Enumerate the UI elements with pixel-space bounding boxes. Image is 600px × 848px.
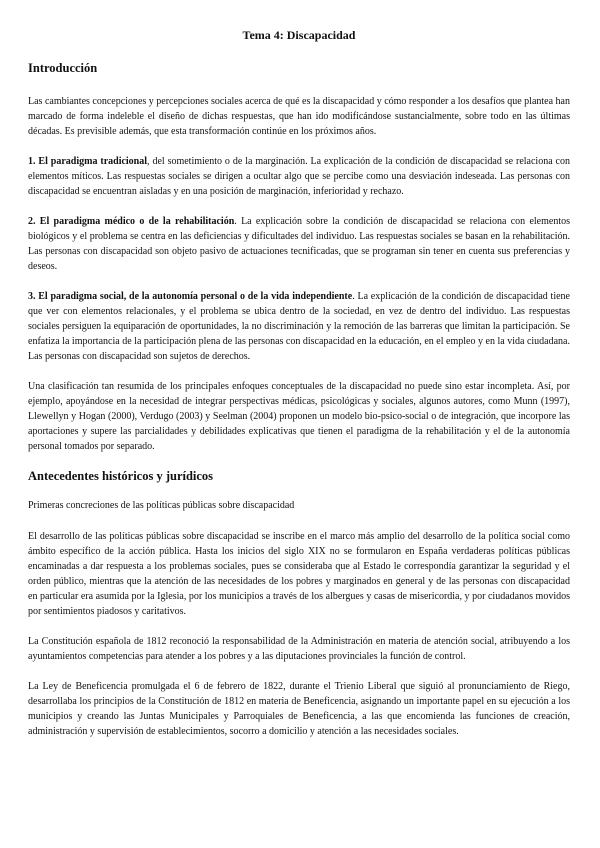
paradigm-social-paragraph xyxy=(28,289,570,364)
constitucion-1812-paragraph xyxy=(28,634,570,664)
section-heading-introduccion: Introducción xyxy=(28,61,98,75)
ley-beneficencia-paragraph xyxy=(28,679,570,739)
paragraph-text: . La explicación de la condición de discapacidad tiene que ver con elementos relacionales, y el problema se ubica dentro de la sociedad, en vez de dentro del individuo. Las respuestas sociales persiguen la equiparación de oportunidades, la no discriminación y la remoción de las barreras que limitan la participación. Se enfatiza la importancia de la participación plena de las personas con discapacidad en la educación, en el empleo y en la vida ciudadana. Las personas con discapacidad son sujetos de derechos. xyxy=(28,291,570,362)
classification-paragraph xyxy=(28,379,570,454)
politicas-publicas-paragraph xyxy=(28,529,570,619)
subheading-primeras-concreciones: Primeras concreciones de las políticas públicas sobre discapacidad xyxy=(28,500,295,511)
paradigm-title: 3. El paradigma social, de la autonomía personal o de la vida independiente xyxy=(28,291,353,302)
paragraph-text: El desarrollo de las políticas públicas sobre discapacidad se inscribe en el marco más amplio del desarrollo de la política social como ámbito específico de la acción pública. Hasta los inicios del siglo XIX no se formularon en España verdaderas políticas públicas encaminadas a dar respuesta a los problemas sociales, pues se consideraba que al Estado le correspondía garantizar la seguridad y el orden público, mientras que la atención de las necesidades de los pobres y marginados en general y de las personas con discapacidad en particular era asumida por la Iglesia, por los municipios a través de los albergues y casas de misericordia, y por ciudadanos movidos por sentimientos piadosos y caritativos. xyxy=(28,531,570,617)
paragraph-text: Las cambiantes concepciones y percepciones sociales acerca de qué es la discapacidad y cómo responder a los desafíos que plantea han marcado de forma indeleble el diseño de dichas respuestas, que han ido modificándose sustancialmente, sobre todo en las últimas décadas. Es previsible además, que esta transformación continúe en los próximos años. xyxy=(28,96,570,137)
section-heading-antecedentes: Antecedentes históricos y jurídicos xyxy=(28,469,214,483)
paradigm-title: 2. El paradigma médico o de la rehabilitación xyxy=(28,216,235,227)
document-page xyxy=(28,22,570,754)
document-title: Tema 4: Discapacidad xyxy=(242,28,356,42)
paragraph-text: La Constitución española de 1812 reconoció la responsabilidad de la Administración en materia de atención social, atribuyendo a los ayuntamientos competencias para atender a los pobres y a las diputaciones provinciales la función de control. xyxy=(28,636,570,662)
paradigm-medical-paragraph xyxy=(28,214,570,274)
paradigm-title: 1. El paradigma tradicional xyxy=(28,156,148,167)
intro-paragraph xyxy=(28,94,570,139)
paragraph-text: Una clasificación tan resumida de los principales enfoques conceptuales de la discapacidad no puede sino estar incompleta. Así, por ejemplo, apoyándose en la necesidad de integrar perspectivas médicas, psicológicas y sociales, algunos autores, como Munn (1997), Llewellyn y Hogan (2000), Verdugo (2003) y Seelman (2004) proponen un modelo bio-psico-social o de integración, que incorpore las aportaciones y supere las parcialidades y debilidades explicativas que tienen el paradigma de la rehabilitación y el de la autonomía personal tomados por separado. xyxy=(28,381,570,452)
paragraph-text: La Ley de Beneficencia promulgada el 6 de febrero de 1822, durante el Trienio Liberal que siguió al pronunciamiento de Riego, desarrollaba los principios de la Constitución de 1812 en materia de Beneficencia, asignando un importante papel en su ejecución a los municipios y creando las Juntas Municipales y Parroquiales de Beneficencia, a las que encomienda las funciones de creación, administración y supervisión de establecimientos, socorro a domicilio y atención a las necesidades sociales. xyxy=(28,681,570,737)
paradigm-traditional-paragraph xyxy=(28,154,570,199)
paragraph-text: . La explicación sobre la condición de discapacidad se relaciona con elementos biológicos y el problema se centra en las deficiencias y dificultades del individuo. Las respuestas sociales se basan en la rehabilitación. Las personas con discapacidad son objeto pasivo de actuaciones tecnificadas, que se programan sin tener en cuenta sus preferencias y deseos. xyxy=(28,216,570,272)
paragraph-text: , del sometimiento o de la marginación. La explicación de la condición de discapacidad se relaciona con elementos míticos. Las respuestas sociales se dirigen a ocultar algo que se percibe como una desviación indeseada. Las personas con discapacidad se encuentran aisladas y en una posición de marginación, inferioridad y rechazo. xyxy=(28,156,570,197)
